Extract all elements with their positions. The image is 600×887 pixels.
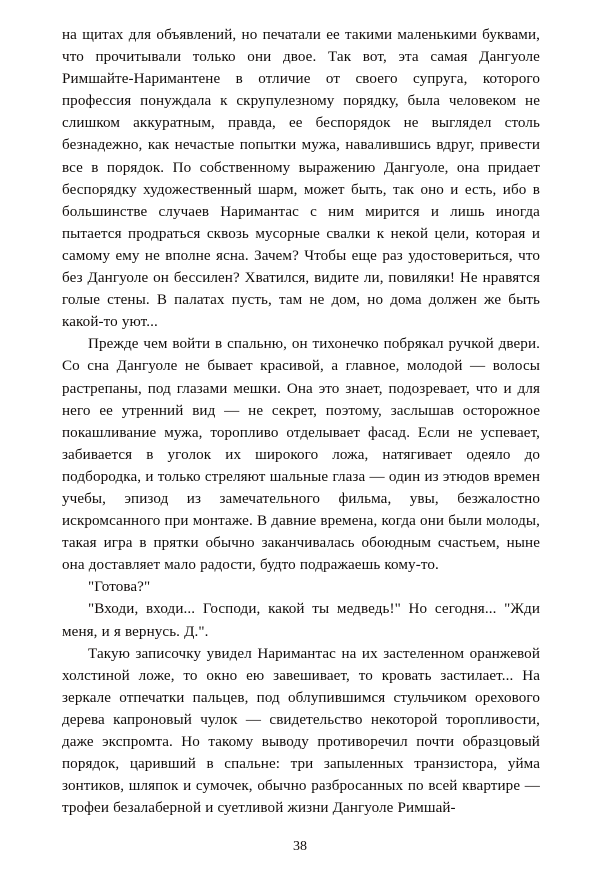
page-number: 38: [293, 839, 307, 854]
paragraph: Прежде чем войти в спальню, он тихонечко побрякал ручкой двери. Со сна Дангуоле не бывает красивой, а главное, молодой — волосы растрепаны, под глазами мешки. Она это знает, подозревает, что и для него ее утренний вид — не секрет, поэтому, заслышав осторожное покашливание мужа, торопливо отделывает фасад. Если не успевает, забивается в уголок их широкого ложа, натягивает одеяло до подбородка, и только стреляют шальные глаза — один из этюдов времен учебы, эпизод из замечательного фильма, увы, безжалостно искромсанного при монтаже. В давние времена, когда они были молоды, такая игра в прятки обычно заканчивалась обоюдным счастьем, ныне она доставляет мало радости, будто подражаешь кому-то.: [62, 336, 540, 574]
paragraph-dialogue: "Входи, входи... Господи, какой ты медведь!" Но сегодня... "Жди меня, и я вернусь. Д.".: [62, 601, 540, 640]
paragraph: на щитах для объявлений, но печатали ее такими маленькими буквами, что прочитывали только они двое. Так вот, эта самая Дангуоле Римшайте-Наримантене в отличие от своего супруга, которого профессия понуждала к скрупулезному порядку, была человеком не слишком аккуратным, правда, ее беспорядок не выглядел столь безнадежно, как нечастые попытки мужа, навалившись вдруг, привести все в порядок. По собственному выражению Дангуоле, она придает беспорядку художественный шарм, может быть, так оно и есть, ибо в большинстве случаев Наримантас с ним мирится и лишь иногда пытается продраться сквозь мусорные свалки к некой цели, которая и самому ему не вполне ясна. Зачем? Чтобы еще раз удостовериться, что без Дангуоле он бессилен? Хватился, видите ли, повиляки! Не нравятся голые стены. В палатах пусть, там не дом, но дома должен же быть какой-то уют...: [62, 27, 540, 331]
paragraph-dialogue: "Готова?": [88, 579, 151, 596]
page-body: [62, 24, 540, 819]
paragraph: Такую записочку увидел Наримантас на их застеленном оранжевой холстиной ложе, то окно ею завешивает, то кровать застилает... На зеркале отпечатки пальцев, под облупившимся стульчиком орехового дерева капроновый чулок — свидетельство некоторой торопливости, даже экспромта. Но такому выводу противоречил почти образцовый порядок, царивший в спальне: три запыленных транзистора, уйма зонтиков, шляпок и сумочек, обычно разбросанных по всей квартире — трофеи безалаберной и суетливой жизни Дангуоле Римшай-: [62, 645, 540, 817]
